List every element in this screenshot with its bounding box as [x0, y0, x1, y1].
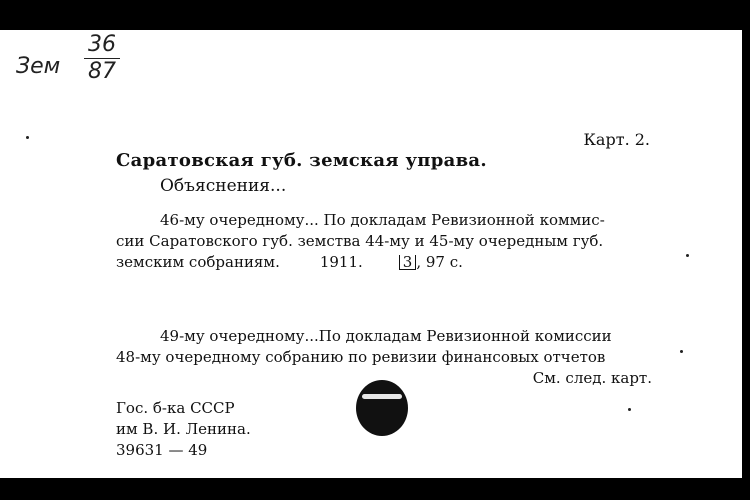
entry-1-pages: , 97 с. — [416, 253, 463, 271]
entry-1-year: 1911. — [319, 253, 363, 271]
entry-1-imprint: земским собраниям. — [116, 253, 280, 271]
stamp-line-3: 39631 — 49 — [116, 441, 208, 459]
speck — [680, 350, 683, 353]
shelfmark-prefix: Зем — [16, 54, 61, 79]
shelfmark-numerator: 36 — [84, 32, 120, 59]
entry-2-line-1: 49-му очередному...По докладам Ревизионной комиссии — [160, 327, 612, 345]
entry-2-continued-note: См. след. карт. — [532, 369, 652, 387]
card-number: Карт. 2. — [583, 130, 650, 149]
stamp-line-2: им В. И. Ленина. — [116, 420, 251, 438]
entry-2-line-2: 48-му очередному собранию по ревизии финансовых отчетов — [116, 348, 606, 366]
speck — [26, 136, 29, 139]
stamp-line-1: Гос. б-ка СССР — [116, 399, 235, 417]
catalog-card — [0, 30, 742, 478]
entry-1-line-3 — [116, 252, 652, 273]
punch-hole-blot — [356, 380, 408, 436]
entry-1-line-1: 46-му очередному... По докладам Ревизионной коммис- — [160, 211, 605, 229]
entry-1 — [116, 210, 652, 273]
entry-1-line-2: сии Саратовского губ. земства 44-му и 45-му очередным губ. — [116, 232, 604, 250]
shelfmark-denominator: 87 — [88, 59, 116, 84]
card-subtitle: Объяснения... — [160, 176, 287, 196]
speck — [628, 408, 631, 411]
shelfmark-fraction — [84, 32, 120, 85]
library-stamp — [116, 398, 251, 461]
speck — [686, 254, 689, 257]
card-title: Саратовская губ. земская управа. — [116, 150, 487, 171]
entry-1-bracket-number: 3 — [399, 255, 417, 270]
